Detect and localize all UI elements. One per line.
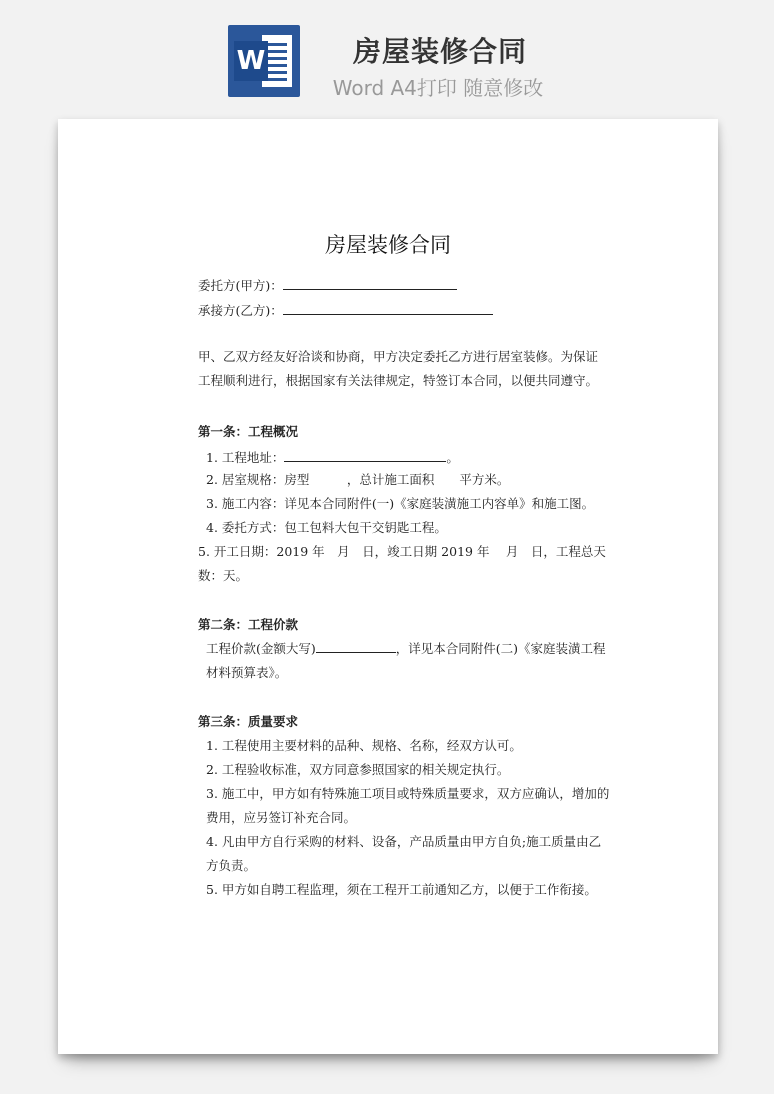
- article1-item2: 2. 居室规格：房型 ，总计施工面积 平方米。: [206, 472, 510, 487]
- party-b-line: [198, 301, 493, 319]
- article1-item1: 1. 工程地址： 。: [206, 450, 459, 465]
- article3-heading: 第三条：质量要求: [198, 714, 299, 729]
- address-blank: [284, 448, 446, 462]
- page-header: [0, 0, 774, 110]
- party-a-blank: [283, 276, 457, 290]
- article1-item5: 5. 开工日期：2019 年 月 日，竣工日期 2019 年 月 日，工程总天数：天。: [198, 544, 606, 583]
- article3-item1: 1. 工程使用主要材料的品种、规格、名称，经双方认可。: [206, 738, 522, 753]
- price-blank: [316, 639, 396, 653]
- header-subtitle: Word A4打印 随意修改: [332, 76, 544, 100]
- article2-text: 工程价款(金额大写) ，详见本合同附件(二)《家庭装潢工程材料预算表》。: [206, 641, 606, 680]
- article3-item3: 3. 施工中，甲方如有特殊施工项目或特殊质量要求，双方应确认，增加的费用，应另签订补充合同。: [206, 786, 610, 825]
- article3-item5: 5. 甲方如自聘工程监理，须在工程开工前通知乙方，以便于工作衔接。: [206, 882, 597, 897]
- party-b-label: 承接方(乙方)：: [198, 303, 283, 318]
- party-a-label: 委托方(甲方)：: [198, 278, 283, 293]
- word-document-icon: [228, 25, 300, 97]
- document-page: [58, 119, 718, 1054]
- article1-item4: 4. 委托方式：包工包料大包干交钥匙工程。: [206, 520, 447, 535]
- intro-paragraph: 甲、乙双方经友好洽谈和协商，甲方决定委托乙方进行居室装修。为保证工程顺利进行，根据国家有关法律规定，特签订本合同，以便共同遵守。: [198, 349, 599, 388]
- header-title: 房屋装修合同: [352, 35, 527, 68]
- word-letter: W: [234, 41, 268, 81]
- document-title: 房屋装修合同: [325, 233, 451, 257]
- article1-heading: 第一条：工程概况: [198, 424, 299, 439]
- article3-item2: 2. 工程验收标准，双方同意参照国家的相关规定执行。: [206, 762, 510, 777]
- article3-item4: 4. 凡由甲方自行采购的材料、设备，产品质量由甲方自负;施工质量由乙方负责。: [206, 834, 602, 873]
- party-a-line: [198, 276, 457, 294]
- party-b-blank: [283, 301, 493, 315]
- article2-heading: 第二条：工程价款: [198, 617, 299, 632]
- article1-item3: 3. 施工内容：详见本合同附件(一)《家庭装潢施工内容单》和施工图。: [206, 496, 595, 511]
